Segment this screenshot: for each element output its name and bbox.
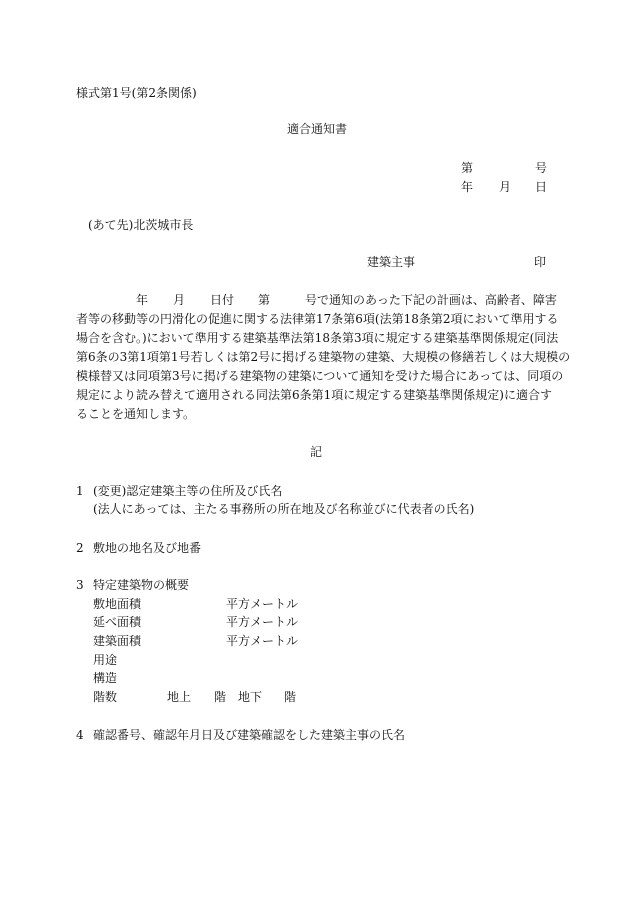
addressee: (あて先)北茨城市長: [88, 218, 194, 232]
seal-mark: 印: [534, 255, 547, 269]
lead-month: 月: [173, 293, 186, 307]
body-line: 者等の移動等の円滑化の促進に関する法律第17条第6項(法第18条第2項において準用する: [76, 312, 559, 326]
structure-label: 構造: [93, 671, 118, 685]
item2-number: 2: [76, 541, 84, 555]
item1-subtext: (法人にあっては、主たる事務所の所在地及び名称並びに代表者の氏名): [93, 502, 475, 516]
signatory-label: 建築主事: [367, 255, 416, 269]
floors-below-label: 地下: [238, 690, 263, 704]
use-label: 用途: [93, 653, 118, 667]
lead-rest: 号で通知のあった下記の計画は、高齢者、障害: [305, 293, 557, 307]
item4-text: 確認番号、確認年月日及び建築確認をした建築主事の氏名: [93, 728, 406, 742]
doc-date-month: 月: [499, 180, 512, 194]
item3-text: 特定建築物の概要: [93, 578, 190, 592]
body-line: 第6条の3第1項第1号若しくは第2号に掲げる建築物の建築、大規模の修繕若しくは大規模の: [76, 350, 571, 364]
body-line: 場合を含む。)において準用する建築基準法第18条第3項に規定する建築基準関係規定(同法: [76, 331, 559, 345]
item1-text: (変更)認定建築主等の住所及び氏名: [93, 484, 283, 498]
lead-year: 年: [136, 293, 149, 307]
item3-number: 3: [76, 578, 84, 592]
floors-label: 階数: [93, 690, 118, 704]
item1-number: 1: [76, 484, 84, 498]
body-line: 模様替又は同項第3号に掲げる建築物の建築について通知を受けた場合にあっては、同項の: [76, 369, 564, 383]
floors-below-kai: 階: [284, 690, 297, 704]
doc-number-go: 号: [535, 161, 548, 175]
total-floor-area-unit: 平方メートル: [226, 615, 299, 629]
body-line: ることを通知します。: [76, 407, 196, 421]
ki-heading: 記: [310, 445, 323, 459]
form-number: 様式第1号(第2条関係): [76, 86, 197, 100]
building-area-label: 建築面積: [93, 634, 142, 648]
site-area-unit: 平方メートル: [226, 597, 299, 611]
building-area-unit: 平方メートル: [226, 634, 299, 648]
total-floor-area-label: 延べ面積: [93, 615, 142, 629]
item4-number: 4: [76, 728, 84, 742]
floors-above-label: 地上: [167, 690, 192, 704]
lead-day: 日付: [210, 293, 235, 307]
site-area-label: 敷地面積: [93, 597, 142, 611]
body-line: 規定により読み替えて適用される同法第6条第1項に規定する建築基準関係規定)に適合す: [76, 388, 552, 402]
doc-date-day: 日: [535, 180, 548, 194]
doc-date-year: 年: [461, 180, 474, 194]
doc-number-dai: 第: [461, 161, 474, 175]
item2-text: 敷地の地名及び地番: [93, 541, 202, 555]
lead-dai: 第: [258, 293, 271, 307]
document-title: 適合通知書: [287, 122, 348, 136]
floors-above-kai: 階: [214, 690, 227, 704]
